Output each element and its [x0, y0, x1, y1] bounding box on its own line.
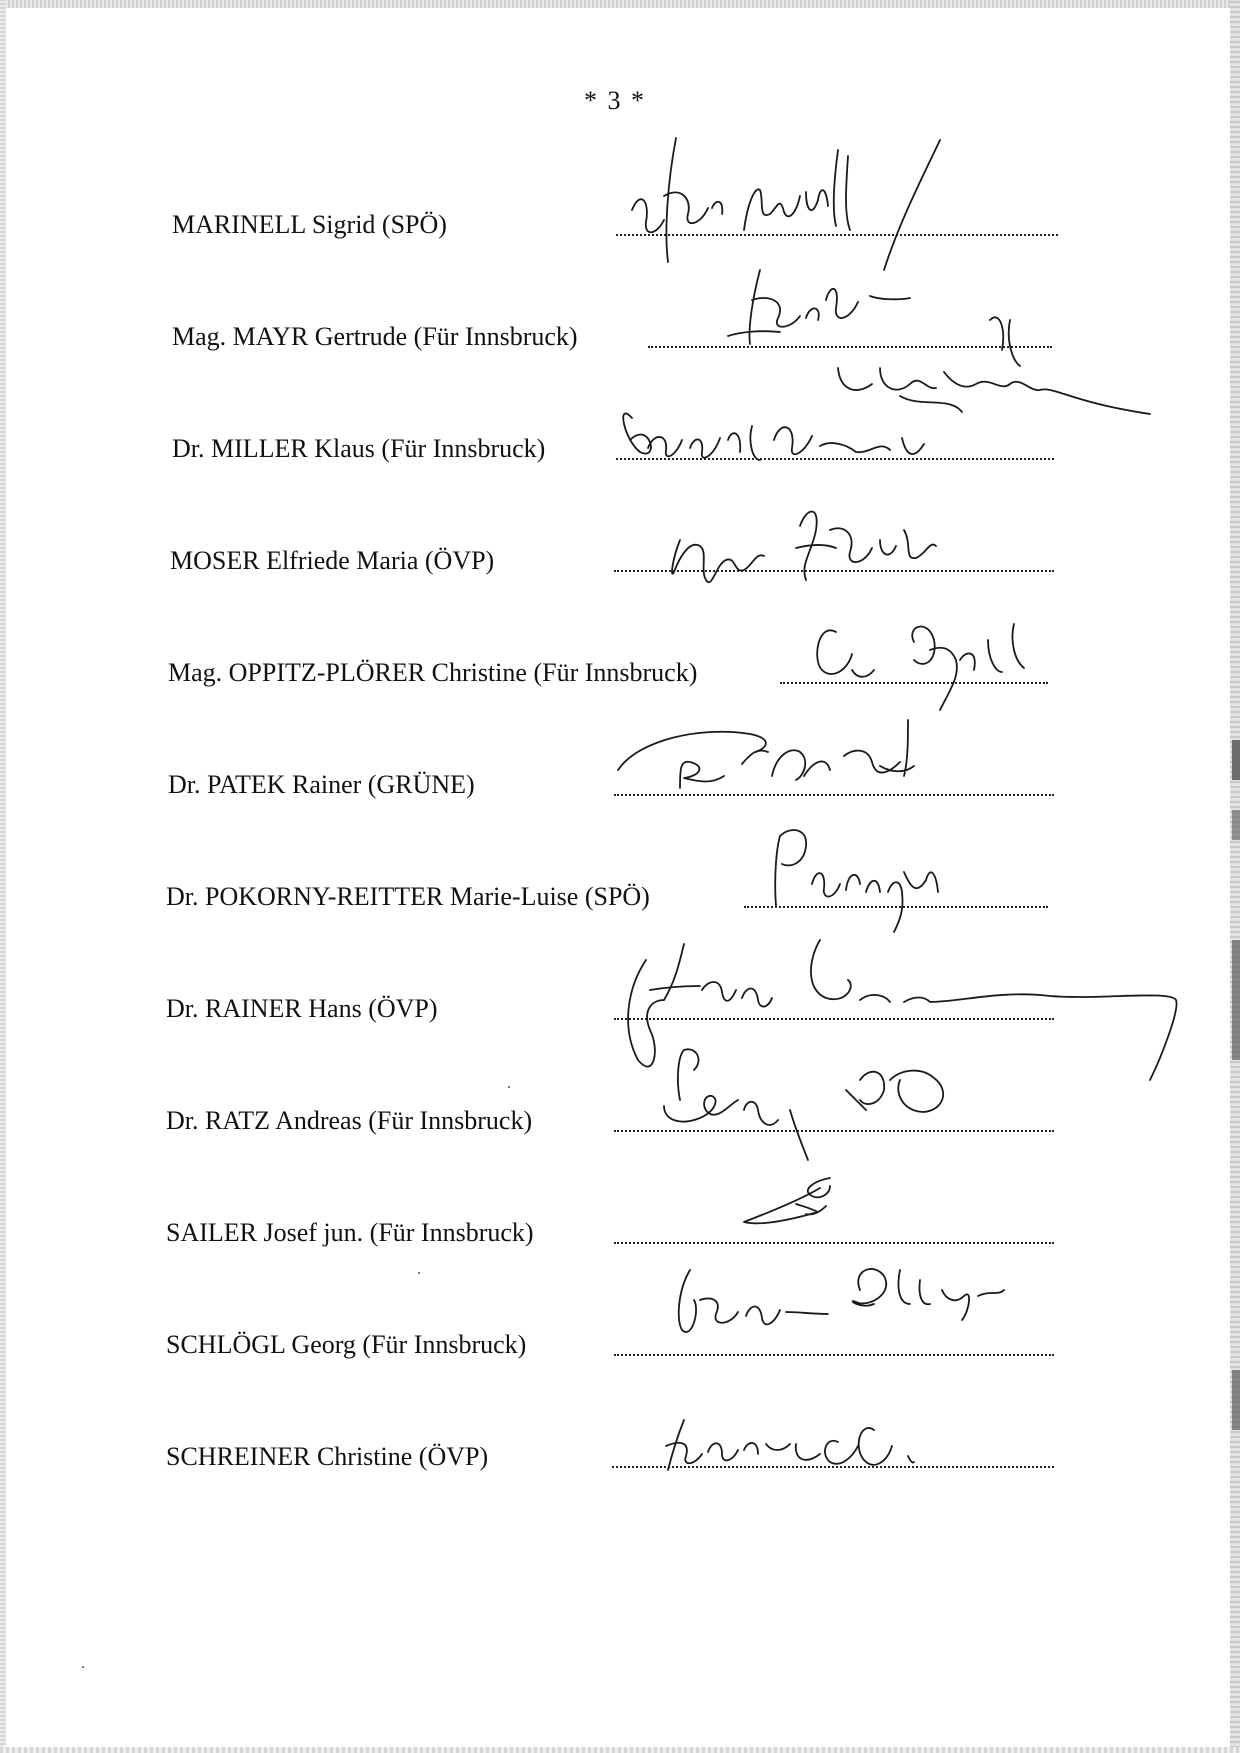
- signature-line: [780, 682, 1048, 684]
- signatory-name: Dr. MILLER Klaus (Für Innsbruck): [172, 434, 546, 463]
- signatory-name: SAILER Josef jun. (Für Innsbruck): [166, 1218, 534, 1247]
- signature-line: [614, 1242, 1054, 1244]
- signatory-name: MOSER Elfriede Maria (ÖVP): [170, 546, 495, 575]
- scan-speck: [508, 1086, 510, 1088]
- signatory-name: Mag. MAYR Gertrude (Für Innsbruck): [172, 322, 578, 351]
- signature-line: [614, 794, 1054, 796]
- signature-row: [0, 1188, 1240, 1248]
- signature-line: [614, 1130, 1054, 1132]
- signatory-name: SCHREINER Christine (ÖVP): [166, 1442, 489, 1471]
- signature-row: [0, 964, 1240, 1024]
- signature-line: [614, 570, 1054, 572]
- signature-row: [0, 1300, 1240, 1360]
- signatory-name: SCHLÖGL Georg (Für Innsbruck): [166, 1330, 527, 1359]
- signature-line: [616, 458, 1054, 460]
- signature-line: [616, 234, 1058, 236]
- page-number: * 3 *: [584, 86, 646, 115]
- signature-line: [614, 1354, 1054, 1356]
- signature-row: [0, 628, 1240, 688]
- signature-row: [0, 1076, 1240, 1136]
- signature-line: [648, 346, 1052, 348]
- signatory-name: MARINELL Sigrid (SPÖ): [172, 210, 447, 239]
- signatory-name: Mag. OPPITZ-PLÖRER Christine (Für Innsbruck): [168, 658, 698, 687]
- signature-line: [744, 906, 1048, 908]
- scan-edge-bottom: [0, 1747, 1240, 1753]
- signatory-name: Dr. PATEK Rainer (GRÜNE): [168, 770, 475, 799]
- scan-edge-top: [0, 0, 1240, 8]
- signature-row: [0, 1412, 1240, 1472]
- signature-row: [0, 516, 1240, 576]
- signature-row: [0, 740, 1240, 800]
- signature-row: [0, 292, 1240, 352]
- signatory-name: Dr. POKORNY-REITTER Marie-Luise (SPÖ): [166, 882, 650, 911]
- scan-speck: [418, 1272, 420, 1274]
- signature-row: [0, 180, 1240, 240]
- signature-row: [0, 852, 1240, 912]
- signatory-name: Dr. RAINER Hans (ÖVP): [166, 994, 438, 1023]
- signature-row: [0, 404, 1240, 464]
- scan-speck: [82, 1666, 84, 1668]
- signatory-name: Dr. RATZ Andreas (Für Innsbruck): [166, 1106, 533, 1135]
- signature-line: [614, 1018, 1054, 1020]
- signature-line: [612, 1466, 1054, 1468]
